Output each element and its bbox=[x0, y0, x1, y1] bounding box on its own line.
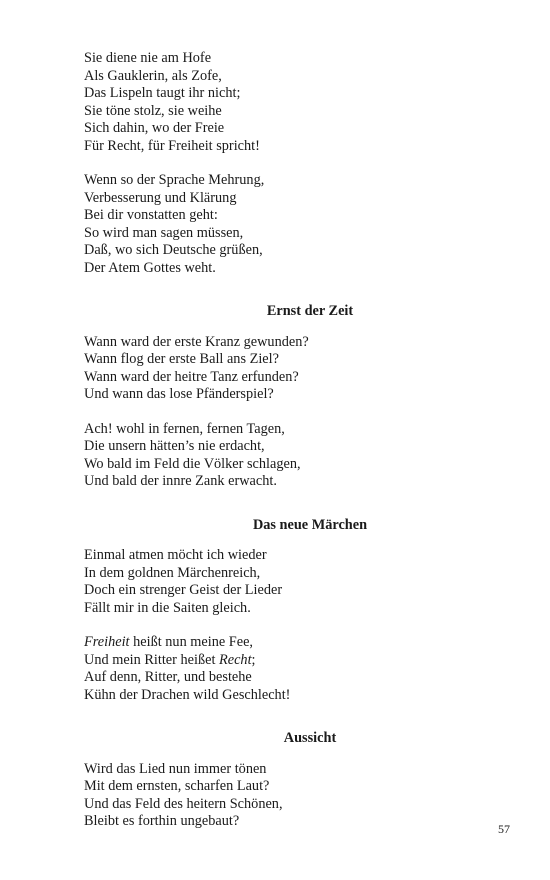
verse-line: Das Lispeln taugt ihr nicht; bbox=[84, 85, 241, 101]
verse-line: Verbesserung und Klärung bbox=[84, 189, 237, 206]
verse-line: Die unsern hätten’s nie erdacht, bbox=[84, 438, 265, 454]
verse-line: Wann ward der heitre Tanz erfunden? bbox=[84, 368, 299, 385]
verse-line: Sich dahin, wo der Freie bbox=[84, 120, 225, 136]
page-body bbox=[84, 50, 470, 831]
verse-line: Bei dir vonstatten geht: bbox=[84, 207, 218, 223]
verse-text: Und mein Ritter heißet bbox=[84, 651, 219, 668]
verse-line: Und wann das lose Pfänderspiel? bbox=[84, 386, 274, 402]
verse-line: Wann ward der erste Kranz gewunden? bbox=[84, 333, 309, 350]
verse-line: Mit dem ernsten, scharfen Laut? bbox=[84, 778, 270, 794]
stanza bbox=[84, 634, 470, 704]
stanza bbox=[84, 50, 470, 155]
emphasis-text: Recht bbox=[219, 651, 252, 668]
verse-line bbox=[84, 652, 470, 670]
verse-line bbox=[84, 634, 470, 652]
verse-line: Doch ein strenger Geist der Lieder bbox=[84, 582, 283, 598]
poem-title: Aussicht bbox=[283, 730, 337, 746]
verse-line: Daß, wo sich Deutsche grüßen, bbox=[84, 242, 263, 258]
verse-line: Fällt mir in die Saiten gleich. bbox=[84, 599, 251, 616]
verse-line: Einmal atmen möcht ich wieder bbox=[84, 547, 267, 563]
verse-line: In dem goldnen Märchenreich, bbox=[84, 564, 261, 581]
stanza bbox=[84, 334, 470, 404]
verse-line: Für Recht, für Freiheit spricht! bbox=[84, 137, 260, 154]
verse-line: Und das Feld des heitern Schönen, bbox=[84, 795, 283, 812]
poem-title: Ernst der Zeit bbox=[266, 303, 354, 319]
verse-line: Wenn so der Sprache Mehrung, bbox=[84, 172, 265, 188]
verse-line: Bleibt es forthin ungebaut? bbox=[84, 813, 240, 829]
stanza bbox=[84, 547, 470, 617]
verse-line: Wann flog der erste Ball ans Ziel? bbox=[84, 351, 279, 367]
verse-text: ; bbox=[251, 651, 256, 668]
verse-line: Sie töne stolz, sie weihe bbox=[84, 102, 222, 119]
verse-line: Ach! wohl in fernen, fernen Tagen, bbox=[84, 420, 285, 437]
verse-text: heißt nun meine Fee, bbox=[129, 634, 254, 650]
emphasis-text: Freiheit bbox=[84, 634, 130, 650]
verse-line: Der Atem Gottes weht. bbox=[84, 259, 216, 276]
verse-line: Als Gauklerin, als Zofe, bbox=[84, 67, 222, 84]
verse-line: So wird man sagen müssen, bbox=[84, 224, 244, 241]
verse-line: Kühn der Drachen wild Geschlecht! bbox=[84, 686, 291, 703]
verse-line: Wird das Lied nun immer tönen bbox=[84, 760, 267, 777]
page-number: 57 bbox=[498, 822, 510, 836]
stanza bbox=[84, 761, 470, 831]
verse-line: Und bald der innre Zank erwacht. bbox=[84, 473, 277, 489]
poem-title: Das neue Märchen bbox=[252, 516, 368, 533]
verse-line: Auf denn, Ritter, und bestehe bbox=[84, 669, 252, 685]
stanza bbox=[84, 421, 470, 491]
verse-line: Wo bald im Feld die Völker schlagen, bbox=[84, 455, 301, 472]
stanza bbox=[84, 172, 470, 277]
verse-line: Sie diene nie am Hofe bbox=[84, 50, 212, 66]
